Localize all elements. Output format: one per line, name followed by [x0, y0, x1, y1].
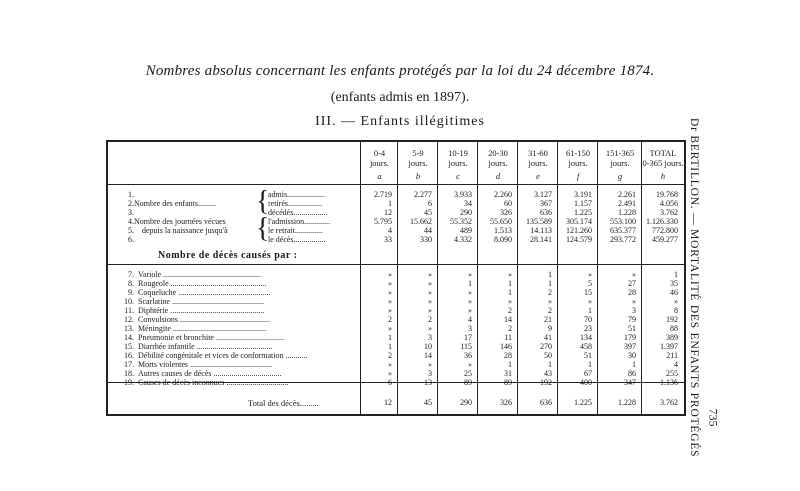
table-cell: 2.277: [414, 190, 432, 199]
cause-label: Causes de décès inconnues ...............................: [138, 378, 289, 387]
table-cell: 30: [628, 351, 636, 360]
cause-label: Convulsions .............................................: [138, 315, 271, 324]
row-number: 9.: [128, 288, 134, 297]
cause-label: Morts violentes .........................................: [138, 360, 272, 369]
cause-label: Diphtérie ...............................................: [138, 306, 265, 315]
page-number: 735: [706, 408, 721, 427]
table-cell: 44: [424, 226, 432, 235]
column-header: 0-4 jours. a: [369, 148, 390, 181]
table-cell: 33: [384, 235, 392, 244]
table-cell: 1: [388, 333, 392, 342]
table-cell: 1: [548, 360, 552, 369]
row-number: 12.: [124, 315, 134, 324]
table-cell: 35: [670, 279, 678, 288]
table-cell: 6: [428, 199, 432, 208]
row-number: 11.: [124, 306, 134, 315]
table-cell: 43: [544, 369, 552, 378]
table-cell: 31: [504, 369, 512, 378]
table-cell: »: [388, 279, 392, 288]
group2-label: Nombre des journées vécues: [134, 217, 226, 226]
table-cell: 636: [540, 208, 552, 217]
total-cell: 12: [384, 398, 392, 407]
table-cell: 55.650: [490, 217, 512, 226]
table-cell: »: [428, 279, 432, 288]
table-cell: 34: [464, 199, 472, 208]
table-cell: 41: [544, 333, 552, 342]
table-cell: 23: [584, 324, 592, 333]
table-cell: 79: [628, 315, 636, 324]
table-cell: 51: [584, 351, 592, 360]
table-cell: »: [588, 297, 592, 306]
table-cell: »: [388, 288, 392, 297]
row-sublabel: retirés.................: [268, 199, 322, 208]
brace-2: {: [256, 213, 270, 244]
table-cell: »: [428, 360, 432, 369]
table-cell: 1.136: [660, 378, 678, 387]
table-cell: »: [428, 270, 432, 279]
table-cell: 1: [508, 360, 512, 369]
table-cell: 4.332: [454, 235, 472, 244]
causes-section-label: Nombre de décès causés par :: [158, 250, 298, 261]
table-cell: 2: [388, 315, 392, 324]
table-cell: 1.157: [574, 199, 592, 208]
row-sublabel: l'admission.............: [268, 217, 331, 226]
row-number: 2.: [128, 199, 134, 208]
cause-label: Diarrhée infantile ......................................: [138, 342, 273, 351]
table-cell: 192: [666, 315, 678, 324]
table-cell: 25: [464, 369, 472, 378]
row-number: 7.: [128, 270, 134, 279]
cause-label: Autres causes de décès ..................................: [138, 369, 282, 378]
table-cell: 36: [464, 351, 472, 360]
table-cell: »: [388, 306, 392, 315]
page-title: Nombres absolus concernant les enfants protégés par la loi du 24 décembre 1874.: [145, 63, 655, 79]
table-cell: 270: [540, 342, 552, 351]
table-cell: 28.141: [530, 235, 552, 244]
table-cell: »: [388, 270, 392, 279]
cause-label: Scarlatine ..............................................: [138, 297, 264, 306]
table-cell: »: [388, 369, 392, 378]
cause-label: Pneumonie et bronchite ..................................: [138, 333, 284, 342]
table-cell: 1: [588, 360, 592, 369]
running-header: Dr BERTILLON. — MORTALITÉ DES ENFANTS PROTÉGÉS: [688, 118, 700, 458]
table-cell: »: [428, 288, 432, 297]
table-cell: 15.662: [410, 217, 432, 226]
table-cell: 367: [540, 199, 552, 208]
row-number: 14.: [124, 333, 134, 342]
table-cell: 121.260: [566, 226, 592, 235]
cause-label: Méningite ...............................................: [138, 324, 267, 333]
table-cell: 2: [508, 306, 512, 315]
table-cell: 89: [464, 378, 472, 387]
table-cell: 21: [544, 315, 552, 324]
row-number: 4.: [128, 217, 134, 226]
table-cell: 1: [674, 270, 678, 279]
row-number: 17.: [124, 360, 134, 369]
brace-1: {: [256, 186, 270, 217]
table-cell: 2.260: [494, 190, 512, 199]
total-cell: 290: [460, 398, 472, 407]
table-cell: 134: [580, 333, 592, 342]
total-cell: 45: [424, 398, 432, 407]
table-cell: 397: [624, 342, 636, 351]
table-cell: 1: [588, 306, 592, 315]
table-cell: 1: [548, 279, 552, 288]
table-cell: 60: [504, 199, 512, 208]
cause-label: Rougeole ................................................: [138, 279, 267, 288]
table-cell: 2: [428, 315, 432, 324]
row-number: 13.: [124, 324, 134, 333]
subtitle: (enfants admis en 1897).: [330, 90, 470, 105]
table-cell: 2: [548, 288, 552, 297]
row-number: 10.: [124, 297, 134, 306]
table-cell: 1: [388, 199, 392, 208]
table-cell: 772.800: [652, 226, 678, 235]
table-cell: 3.762: [660, 208, 678, 217]
table-cell: 458: [580, 342, 592, 351]
table-cell: 51: [628, 324, 636, 333]
table-cell: 1: [548, 270, 552, 279]
table-cell: »: [428, 297, 432, 306]
table-cell: »: [588, 270, 592, 279]
table-cell: 19.768: [656, 190, 678, 199]
total-label: Total des décès.........: [248, 398, 319, 408]
row-number: 18.: [124, 369, 134, 378]
table-cell: »: [674, 297, 678, 306]
table-cell: 6: [388, 378, 392, 387]
group2-label-2: depuis la naissance jusqu'à: [142, 226, 228, 235]
table-cell: 2: [548, 306, 552, 315]
row-number: 3.: [128, 208, 134, 217]
table-cell: 489: [460, 226, 472, 235]
table-cell: 2: [508, 324, 512, 333]
table-cell: »: [388, 297, 392, 306]
table-cell: 17: [464, 333, 472, 342]
table-cell: 8: [674, 306, 678, 315]
column-header: 10-19 jours. c: [448, 148, 468, 181]
table-cell: 5.795: [374, 217, 392, 226]
table-cell: 50: [544, 351, 552, 360]
table-cell: 330: [420, 235, 432, 244]
table-cell: 13: [424, 378, 432, 387]
table-cell: »: [632, 270, 636, 279]
table-cell: 305.174: [566, 217, 592, 226]
table-cell: 15: [584, 288, 592, 297]
table-cell: 293.772: [610, 235, 636, 244]
table-cell: 4: [388, 226, 392, 235]
row-number: 5.: [128, 226, 134, 235]
table-cell: 11: [504, 333, 512, 342]
row-number: 15.: [124, 342, 134, 351]
table-cell: »: [468, 288, 472, 297]
table-cell: 290: [460, 208, 472, 217]
table-cell: »: [468, 360, 472, 369]
table-cell: »: [428, 306, 432, 315]
causes-divider: [108, 264, 684, 265]
row-sublabel: admis...................: [268, 190, 326, 199]
table-cell: 4.056: [660, 199, 678, 208]
total-cell: 326: [500, 398, 512, 407]
table-cell: 635.377: [610, 226, 636, 235]
table-cell: 1: [468, 279, 472, 288]
table-cell: 28: [504, 351, 512, 360]
table-cell: 115: [460, 342, 472, 351]
table-cell: 3.191: [574, 190, 592, 199]
table-cell: »: [388, 360, 392, 369]
table-cell: 553.100: [610, 217, 636, 226]
table-cell: 1.513: [494, 226, 512, 235]
table-cell: 1.228: [618, 208, 636, 217]
table-cell: 3: [428, 369, 432, 378]
table-cell: 326: [500, 208, 512, 217]
table-cell: 3: [468, 324, 472, 333]
table-cell: 4: [468, 315, 472, 324]
table-cell: 14.113: [530, 226, 552, 235]
section-heading: III. — Enfants illégitimes: [315, 114, 485, 129]
table-cell: 3.127: [534, 190, 552, 199]
table-cell: 28: [628, 288, 636, 297]
cause-label: Coqueluche ..............................................: [138, 288, 271, 297]
table-cell: 10: [424, 342, 432, 351]
column-header: 5-9 jours. b: [408, 148, 428, 181]
row-sublabel: le retrait..............: [268, 226, 323, 235]
table-cell: »: [388, 324, 392, 333]
table-cell: 1.126.330: [646, 217, 678, 226]
table-cell: »: [468, 297, 472, 306]
table-cell: 89: [504, 378, 512, 387]
table-cell: 5: [588, 279, 592, 288]
cause-label: Débilité congénitale et vices de conformation ...........: [138, 351, 308, 360]
row-number: 8.: [128, 279, 134, 288]
table-cell: 1.225: [574, 208, 592, 217]
table-cell: 2.491: [618, 199, 636, 208]
table-cell: 27: [628, 279, 636, 288]
table-cell: 389: [666, 333, 678, 342]
table-cell: 45: [424, 208, 432, 217]
total-cell: 1.225: [574, 398, 592, 407]
table-cell: 3: [428, 333, 432, 342]
table-cell: 135.589: [526, 217, 552, 226]
table-cell: 8.090: [494, 235, 512, 244]
table-cell: 255: [666, 369, 678, 378]
total-cell: 1.228: [618, 398, 636, 407]
table-cell: »: [428, 324, 432, 333]
table-cell: 146: [500, 342, 512, 351]
group1-label: Nombre des enfants.........: [134, 199, 216, 208]
table-cell: 86: [628, 369, 636, 378]
total-cell: 3.762: [660, 398, 678, 407]
cause-label: Variole .................................................: [138, 270, 262, 279]
table-cell: 14: [424, 351, 432, 360]
table-cell: »: [468, 270, 472, 279]
table-cell: »: [508, 297, 512, 306]
table-cell: 9: [548, 324, 552, 333]
row-number: 16.: [124, 351, 134, 360]
table-cell: »: [508, 270, 512, 279]
table-cell: 46: [670, 288, 678, 297]
table-cell: 1: [388, 342, 392, 351]
table-cell: 2.261: [618, 190, 636, 199]
table-cell: 55.352: [450, 217, 472, 226]
table-cell: 1: [632, 360, 636, 369]
column-header: TOTAL 0-365 jours. h: [642, 148, 684, 181]
statistics-table: [106, 140, 686, 416]
table-cell: 1: [508, 288, 512, 297]
table-cell: 14: [504, 315, 512, 324]
table-cell: 70: [584, 315, 592, 324]
header-divider: [108, 184, 684, 185]
row-number: 19.: [124, 378, 134, 387]
table-cell: »: [468, 306, 472, 315]
table-cell: 1.397: [660, 342, 678, 351]
table-cell: »: [632, 297, 636, 306]
table-cell: 459.277: [652, 235, 678, 244]
table-cell: 12: [384, 208, 392, 217]
row-number: 1.: [128, 190, 134, 199]
table-cell: 88: [670, 324, 678, 333]
column-header: 31-60 jours. e: [528, 148, 548, 181]
table-cell: 192: [540, 378, 552, 387]
table-cell: 211: [666, 351, 678, 360]
table-cell: 67: [584, 369, 592, 378]
table-cell: 4: [674, 360, 678, 369]
table-cell: 2.719: [374, 190, 392, 199]
table-cell: 400: [580, 378, 592, 387]
table-cell: 3: [632, 306, 636, 315]
table-cell: 3.933: [454, 190, 472, 199]
row-sublabel: le décès................: [268, 235, 326, 244]
table-cell: 2: [388, 351, 392, 360]
table-cell: »: [548, 297, 552, 306]
column-header: 151-365 jours. g: [605, 148, 635, 181]
table-cell: 347: [624, 378, 636, 387]
table-cell: 179: [624, 333, 636, 342]
row-number: 6.: [128, 235, 134, 244]
row-sublabel: décédés.................: [268, 208, 328, 217]
table-cell: 1: [508, 279, 512, 288]
column-header: 20-30 jours. d: [488, 148, 508, 181]
total-cell: 636: [540, 398, 552, 407]
column-header: 61-150 jours. f: [565, 148, 591, 181]
table-cell: 124.579: [566, 235, 592, 244]
